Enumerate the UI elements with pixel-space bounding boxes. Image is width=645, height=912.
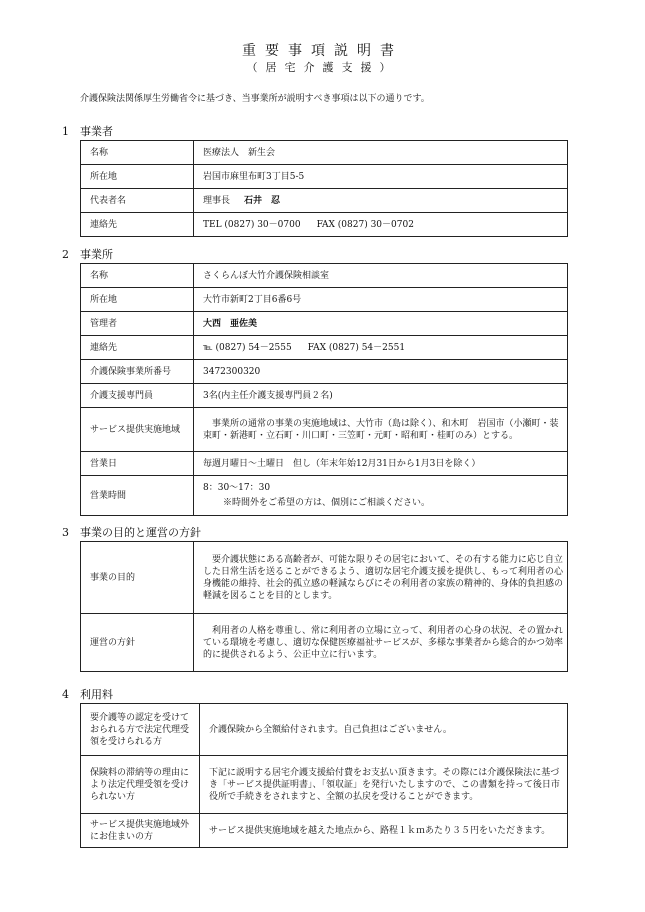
- office-name-value: さくらんぼ大竹介護保険相談室: [194, 264, 568, 288]
- purpose-label: 事業の目的: [81, 542, 194, 614]
- office-manager-label: 管理者: [81, 312, 194, 336]
- provider-table: [80, 140, 568, 237]
- table-row: [81, 814, 568, 848]
- fee-arrears-label: 保険料の滞納等の理由により法定代理受領を受けられない方: [81, 756, 200, 814]
- office-staff-label: 介護支援専門員: [81, 384, 194, 408]
- section-1-number: 1: [62, 125, 69, 138]
- office-manager-value: 大西 亜佐美: [194, 312, 568, 336]
- section-4-heading: [62, 689, 113, 701]
- table-row: [81, 165, 568, 189]
- table-row: [81, 452, 568, 476]
- section-2-number: 2: [62, 248, 69, 261]
- section-3-title: 事業の目的と運営の方針: [80, 526, 201, 539]
- table-row: [81, 542, 568, 614]
- provider-address-label: 所在地: [81, 165, 194, 189]
- office-area-value: 事業所の通常の事業の実施地域は、大竹市（島は除く）、和木町 岩国市（小瀬町・装束町・新港町・立石町・川口町・三笠町・元町・昭和町・桂町のみ）とする。: [194, 408, 568, 452]
- table-row: [81, 408, 568, 452]
- table-row: [81, 189, 568, 213]
- office-fax: FAX (0827) 54－2551: [307, 342, 406, 353]
- purpose-value: 要介護状態にある高齢者が、可能な限りその居宅において、その有する能力に応じ自立した日常生活を送ることができるよう、適切な居宅介護支援を提供し、もって利用者の心身機能の維持、社会的孤立感の軽減ならびにその利用者の家族の精神的、身体的負担感の軽減を図ることを目的とします。: [194, 542, 568, 614]
- fee-cert-label: 要介護等の認定を受けておられる方で法定代理受領を受けられる方: [81, 704, 200, 756]
- table-row: [81, 336, 568, 360]
- table-row: [81, 213, 568, 237]
- table-row: [81, 141, 568, 165]
- fee-outside-value: サービス提供実施地域を越えた地点から、路程１ｋｍあたり３５円をいただきます。: [200, 814, 568, 848]
- section-2-title: 事業所: [80, 248, 113, 261]
- office-hours-label: 営業時間: [81, 476, 194, 516]
- office-contact-label: 連絡先: [81, 336, 194, 360]
- section-1-heading: [62, 126, 113, 138]
- office-staff-value: 3名(内主任介護支援専門員２名): [194, 384, 568, 408]
- section-3-heading: [62, 527, 201, 539]
- table-row: [81, 264, 568, 288]
- provider-contact-label: 連絡先: [81, 213, 194, 237]
- section-2-heading: [62, 249, 113, 261]
- provider-rep-value: [194, 189, 568, 213]
- section-1-title: 事業者: [80, 125, 113, 138]
- office-days-label: 営業日: [81, 452, 194, 476]
- provider-rep-label: 代表者名: [81, 189, 194, 213]
- office-table: [80, 263, 568, 516]
- office-area-label: サービス提供実施地域: [81, 408, 194, 452]
- provider-name-value: 医療法人 新生会: [194, 141, 568, 165]
- office-tel: ℡ (0827) 54－2555: [203, 342, 292, 353]
- office-number-value: 3472300320: [194, 360, 568, 384]
- office-name-label: 名称: [81, 264, 194, 288]
- office-hours-value: [194, 476, 568, 516]
- provider-contact-value: [194, 213, 568, 237]
- policy-value: 利用者の人格を尊重し、常に利用者の立場に立って、利用者の心身の状況、その置かれている環境を考慮し、適切な保健医療福祉サービスが、多様な事業者から総合的かつ効率的に提供されるよう、公正中立に行います。: [194, 614, 568, 672]
- policy-label: 運営の方針: [81, 614, 194, 672]
- provider-fax: FAX (0827) 30－0702: [316, 219, 414, 230]
- intro-text: 介護保険法関係厚生労働省令に基づき、当事業所が説明すべき事項は以下の通りです。: [80, 94, 430, 104]
- office-contact-value: [194, 336, 568, 360]
- section-4-number: 4: [62, 688, 69, 701]
- office-hours-time: 8：30～17：30: [203, 483, 271, 493]
- rep-name: 石井 忍: [244, 195, 281, 206]
- office-days-value: 毎週月曜日～土曜日 但し（年末年始12月31日から1月3日を除く）: [194, 452, 568, 476]
- table-row: [81, 384, 568, 408]
- provider-address-value: 岩国市麻里布町3丁目5-5: [194, 165, 568, 189]
- fee-cert-value: 介護保険から全額給付されます。自己負担はございません。: [200, 704, 568, 756]
- table-row: [81, 288, 568, 312]
- provider-name-label: 名称: [81, 141, 194, 165]
- table-row: [81, 360, 568, 384]
- table-row: [81, 614, 568, 672]
- office-address-label: 所在地: [81, 288, 194, 312]
- section-4-title: 利用料: [80, 688, 113, 701]
- table-row: [81, 476, 568, 516]
- fee-outside-label: サービス提供実施地域外にお住まいの方: [81, 814, 200, 848]
- section-3-number: 3: [62, 526, 69, 539]
- table-row: [81, 312, 568, 336]
- purpose-table: [80, 541, 568, 672]
- table-row: [81, 756, 568, 814]
- office-hours-note: ※時間外をご希望の方は、個別にご相談ください。: [223, 498, 431, 508]
- table-row: [81, 704, 568, 756]
- provider-tel: TEL (0827) 30－0700: [203, 219, 301, 230]
- document-title: 重要事項説明書: [242, 43, 403, 59]
- fee-arrears-value: 下記に説明する居宅介護支援給付費をお支払い頂きます。その際には介護保険法に基づき「サービス提供証明書」、「領収証」を発行いたしますので、この書類を持って後日市役所で手続きをされますと、全額の払戻を受けることができます。: [200, 756, 568, 814]
- office-number-label: 介護保険事業所番号: [81, 360, 194, 384]
- document-subtitle: （居宅介護支援）: [246, 61, 399, 74]
- office-address-value: 大竹市新町2丁目6番6号: [194, 288, 568, 312]
- fee-table: [80, 703, 568, 848]
- rep-title: 理事長: [203, 195, 231, 206]
